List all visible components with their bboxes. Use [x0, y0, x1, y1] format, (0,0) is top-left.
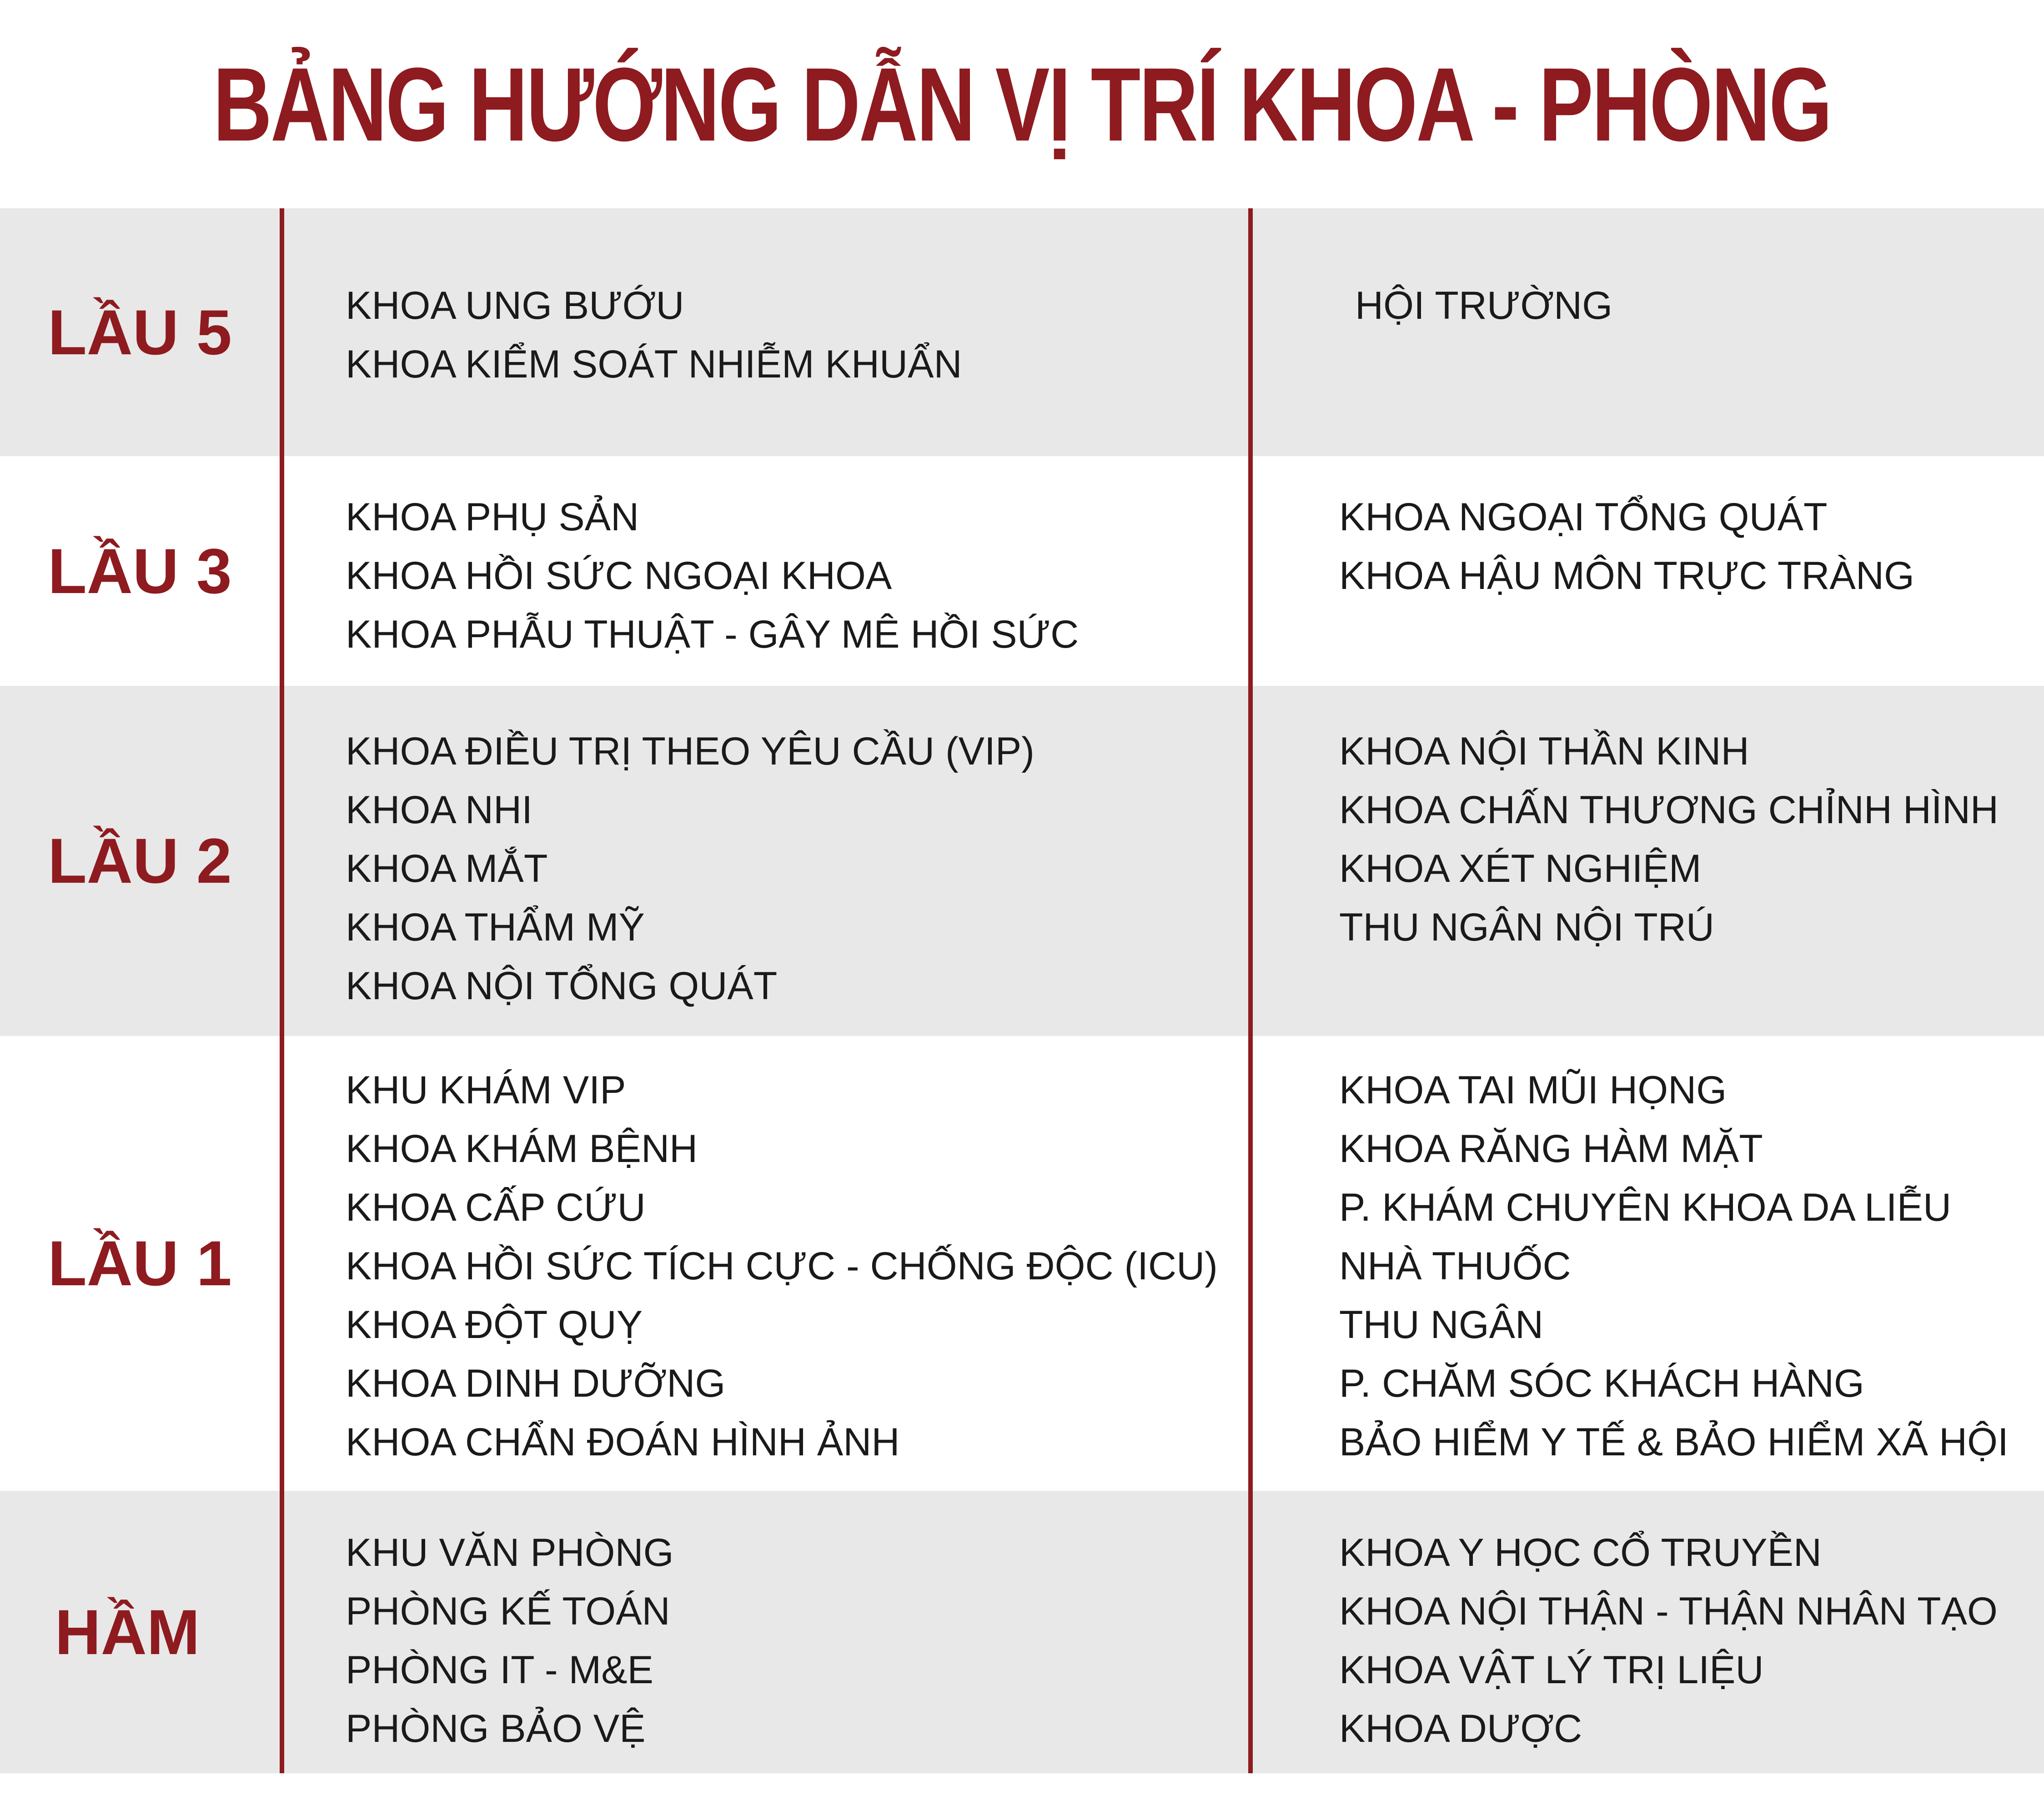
- department-item: KHOA HỒI SỨC NGOẠI KHOA: [346, 554, 892, 598]
- department-item: KHOA NỘI TỔNG QUÁT: [346, 964, 778, 1008]
- department-item: KHOA ĐỘT QUỴ: [346, 1303, 643, 1347]
- department-item: P. CHĂM SÓC KHÁCH HÀNG: [1339, 1362, 1864, 1405]
- department-item: KHOA HẬU MÔN TRỰC TRÀNG: [1339, 554, 1914, 598]
- floor-row-lau-5: [0, 208, 2044, 456]
- floor-label: LẦU 5: [48, 296, 232, 368]
- department-item: KHOA PHỤ SẢN: [346, 495, 639, 539]
- department-item: THU NGÂN: [1339, 1303, 1544, 1347]
- page-title: BẢNG HƯỚNG DẪN VỊ TRÍ KHOA - PHÒNG: [213, 45, 1831, 163]
- department-directory-table: [0, 208, 2044, 1773]
- department-item: KHOA MẮT: [346, 847, 548, 890]
- department-item: KHOA PHẪU THUẬT - GÂY MÊ HỒI SỨC: [346, 613, 1079, 656]
- department-item: KHOA DINH DƯỠNG: [346, 1362, 726, 1405]
- department-item: KHOA THẨM MỸ: [346, 906, 645, 949]
- department-item: PHÒNG BẢO VỆ: [346, 1707, 646, 1751]
- left-department-list: [346, 456, 1079, 718]
- left-department-list: [346, 1491, 674, 1806]
- department-item: KHOA Y HỌC CỔ TRUYỀN: [1339, 1531, 1822, 1575]
- department-item: KHOA RĂNG HÀM MẶT: [1339, 1127, 1763, 1171]
- department-item: KHU KHÁM VIP: [346, 1068, 626, 1112]
- department-item: PHÒNG IT - M&E: [346, 1648, 653, 1692]
- floor-row-lau-1: [0, 1036, 2044, 1491]
- floor-label: HẦM: [55, 1596, 200, 1668]
- department-item: KHOA NGOẠI TỔNG QUÁT: [1339, 495, 1828, 539]
- department-item: KHOA NỘI THẦN KINH: [1339, 729, 1749, 773]
- department-item: KHOA NHI: [346, 788, 532, 832]
- floor-row-ham: [0, 1491, 2044, 1773]
- right-department-list: [1339, 456, 1914, 718]
- left-department-list: [346, 686, 1035, 1072]
- left-department-list: [346, 1036, 1218, 1516]
- department-item: KHOA DƯỢC: [1339, 1707, 1582, 1751]
- department-item: KHOA TAI MŨI HỌNG: [1339, 1068, 1727, 1112]
- right-department-list: [1339, 686, 1999, 1072]
- department-item: KHOA KIỂM SOÁT NHIỄM KHUẨN: [346, 342, 962, 386]
- department-item: P. KHÁM CHUYÊN KHOA DA LIỄU: [1339, 1186, 1952, 1229]
- department-item: KHOA VẬT LÝ TRỊ LIỆU: [1339, 1648, 1764, 1692]
- department-item: KHOA NỘI THẬN - THẬN NHÂN TẠO: [1339, 1590, 1998, 1633]
- department-item: KHOA CHẨN ĐOÁN HÌNH ẢNH: [346, 1420, 900, 1464]
- column-divider-right: [1248, 208, 1253, 1773]
- floor-row-lau-3: [0, 456, 2044, 686]
- department-item: KHOA CẤP CỨU: [346, 1186, 646, 1229]
- department-item: BẢO HIỂM Y TẾ & BẢO HIỂM XÃ HỘI: [1339, 1420, 2009, 1464]
- department-item: KHOA ĐIỀU TRỊ THEO YÊU CẦU (VIP): [346, 729, 1035, 773]
- department-item: KHOA HỒI SỨC TÍCH CỰC - CHỐNG ĐỘC (ICU): [346, 1244, 1218, 1288]
- right-department-list: [1339, 1491, 1998, 1806]
- department-item: KHU VĂN PHÒNG: [346, 1531, 674, 1575]
- floor-label: LẦU 1: [48, 1227, 232, 1299]
- department-item: HỘI TRƯỜNG: [1355, 284, 1613, 327]
- department-item: NHÀ THUỐC: [1339, 1244, 1571, 1288]
- department-item: KHOA KHÁM BỆNH: [346, 1127, 698, 1171]
- department-item: KHOA CHẤN THƯƠNG CHỈNH HÌNH: [1339, 788, 1999, 832]
- right-department-list: [1339, 1036, 2009, 1516]
- department-item: KHOA XÉT NGHIỆM: [1339, 847, 1702, 890]
- department-item: KHOA UNG BƯỚU: [346, 284, 684, 327]
- department-item: THU NGÂN NỘI TRÚ: [1339, 906, 1714, 949]
- floor-row-lau-2: [0, 686, 2044, 1036]
- column-divider-left: [280, 208, 284, 1773]
- department-item: PHÒNG KẾ TOÁN: [346, 1590, 670, 1633]
- floor-label: LẦU 3: [48, 535, 232, 607]
- floor-label: LẦU 2: [48, 825, 232, 896]
